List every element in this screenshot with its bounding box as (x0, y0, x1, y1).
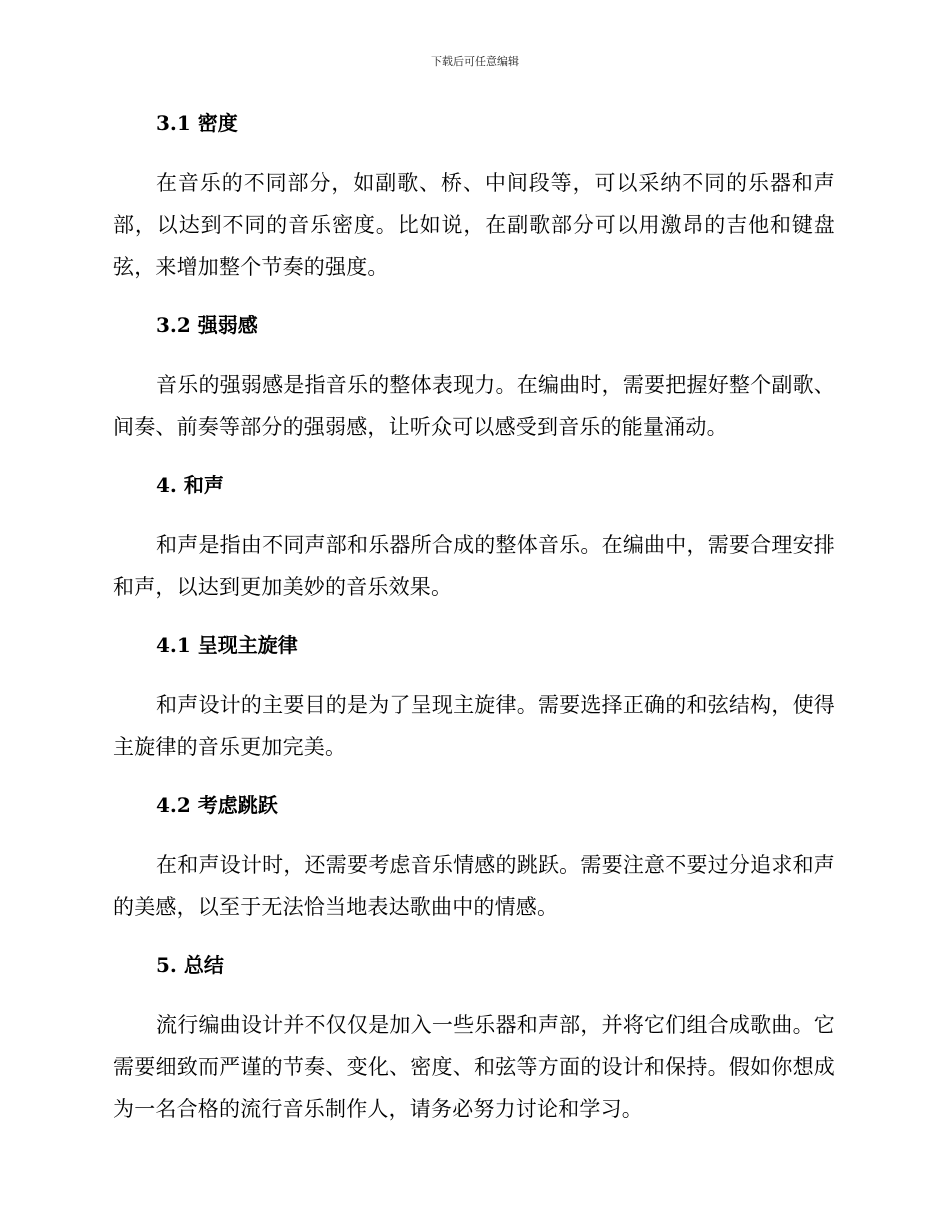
section-heading-leaps: 4.2 考虑跳跃 (156, 793, 278, 817)
section-paragraph-summary: 流行编曲设计并不仅仅是加入一些乐器和声部，并将它们组合成歌曲。它需要细致而严谨的节奏、变化、密度、和弦等方面的设计和保持。假如你想成为一名合格的流行音乐制作人，请务必努力讨论和学习。 (113, 1013, 835, 1121)
header-note: 下载后可任意编辑 (431, 55, 519, 68)
section-heading-main-melody: 4.1 呈现主旋律 (156, 633, 298, 657)
section-heading-summary: 5. 总结 (156, 953, 224, 977)
section-heading-density: 3.1 密度 (156, 111, 238, 135)
section-paragraph-density: 在音乐的不同部分，如副歌、桥、中间段等，可以采纳不同的乐器和声部，以达到不同的音乐密度。比如说，在副歌部分可以用激昂的吉他和键盘弦，来增加整个节奏的强度。 (113, 171, 835, 279)
section-paragraph-dynamics: 音乐的强弱感是指音乐的整体表现力。在编曲时，需要把握好整个副歌、间奏、前奏等部分的强弱感，让听众可以感受到音乐的能量涌动。 (113, 373, 835, 439)
section-paragraph-leaps: 在和声设计时，还需要考虑音乐情感的跳跃。需要注意不要过分追求和声的美感，以至于无法恰当地表达歌曲中的情感。 (113, 853, 835, 919)
section-paragraph-main-melody: 和声设计的主要目的是为了呈现主旋律。需要选择正确的和弦结构，使得主旋律的音乐更加完美。 (113, 693, 835, 759)
section-heading-dynamics: 3.2 强弱感 (156, 313, 258, 337)
document-body (113, 108, 835, 1152)
section-heading-harmony: 4. 和声 (156, 473, 224, 497)
section-paragraph-harmony: 和声是指由不同声部和乐器所合成的整体音乐。在编曲中，需要合理安排和声，以达到更加美妙的音乐效果。 (113, 533, 835, 599)
